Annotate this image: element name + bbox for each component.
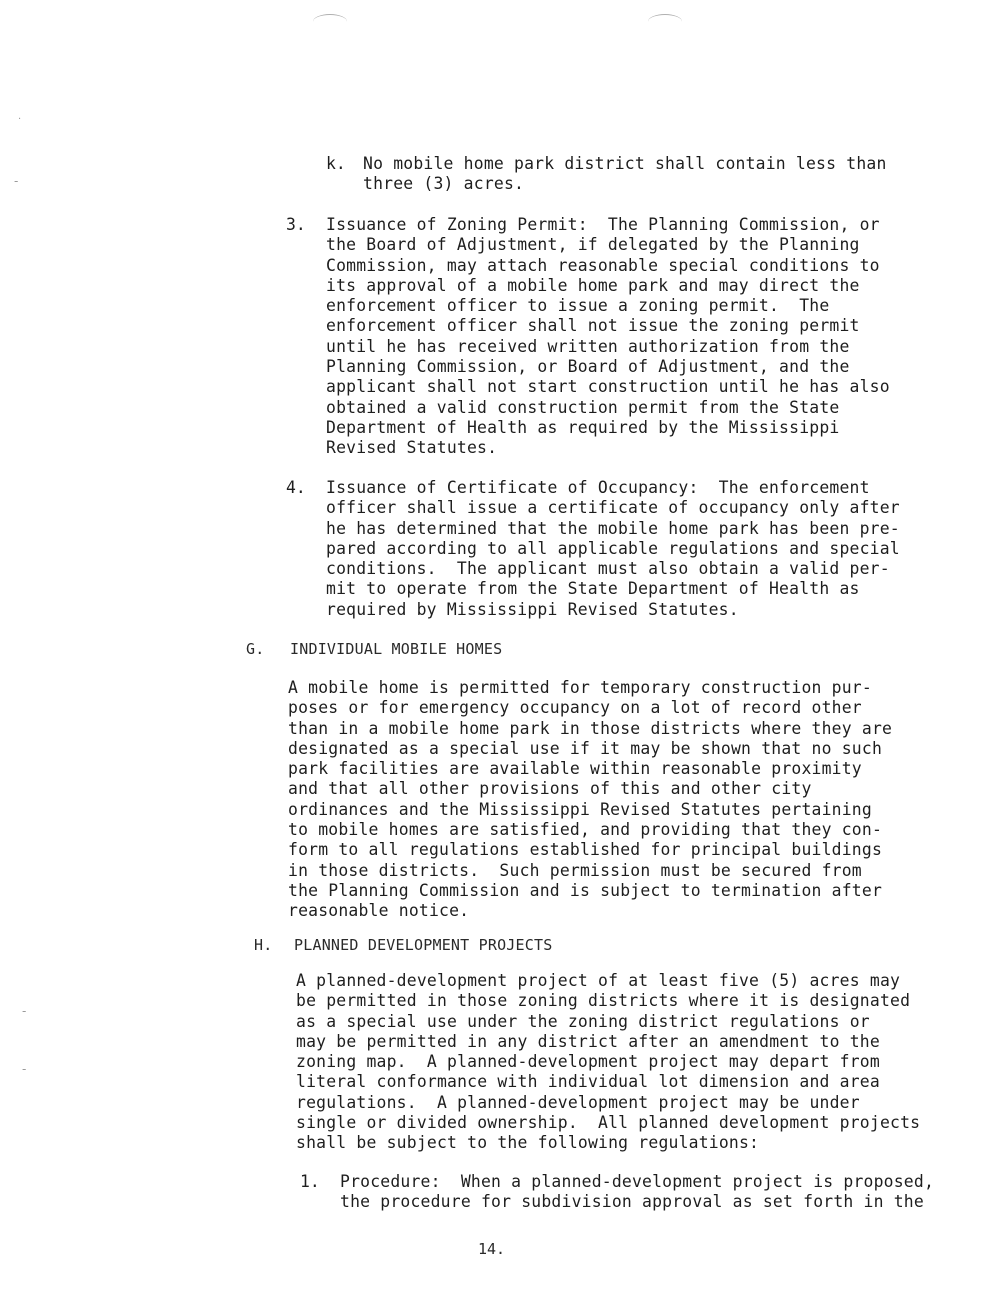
item-k-label: k. [326,154,346,173]
scan-artifact-dash: - [14,174,19,188]
text-line: Department of Health as required by the Mississippi [326,417,840,437]
text-line: as a special use under the zoning district regulations or [296,1011,870,1031]
text-line: Issuance of Zoning Permit: The Planning Commission, or [326,215,880,234]
text-line: obtained a valid construction permit from the State [326,397,840,417]
scan-artifact-arc-left [313,14,347,29]
text-line: three (3) acres. [363,174,525,194]
text-line: in those districts. Such permission must be secured from [288,860,862,880]
section-h-paragraph [296,971,936,1154]
text-line: reasonable notice. [288,901,470,921]
text-line: may be permitted in any district after an amendment to the [296,1031,880,1051]
section-h-letter: H. [254,936,273,954]
item-3-text [326,215,926,459]
text-line: officer shall issue a certificate of occupancy only after [326,498,900,518]
scan-artifact-dash: - [22,1004,27,1018]
text-line: poses or for emergency occupancy on a lot of record other [288,698,862,718]
item-h1-number: 1. [300,1172,320,1191]
text-line: Issuance of Certificate of Occupancy: The enforcement [326,478,870,497]
text-line: form to all regulations established for principal buildings [288,840,883,860]
text-line: zoning map. A planned-development project may depart from [296,1052,880,1072]
scan-artifact-dot: · [18,114,22,125]
text-line: Revised Statutes. [326,438,498,458]
item-h1-text [340,1172,940,1213]
item-3-number: 3. [286,215,306,234]
text-line: required by Mississippi Revised Statutes. [326,599,739,619]
text-line: he has determined that the mobile home park has been pre- [326,518,900,538]
text-line: its approval of a mobile home park and may direct the [326,275,860,295]
text-line: and that all other provisions of this and other city [288,779,812,799]
text-line: A mobile home is permitted for temporary construction pur- [288,678,872,697]
text-line: ordinances and the Mississippi Revised Statutes pertaining [288,799,872,819]
text-line: Planning Commission, or Board of Adjustment, and the [326,357,850,377]
text-line: A planned-development project of at least five (5) acres may [296,971,901,990]
text-line: the Planning Commission and is subject to termination after [288,880,883,900]
scan-artifact-dash: - [22,1062,27,1076]
text-line: No mobile home park district shall contain less than [363,154,887,173]
text-line: enforcement officer to issue a zoning permit. The [326,296,830,316]
text-line: regulations. A planned-development project may be under [296,1092,860,1112]
page-number: 14. [478,1240,506,1258]
text-line: applicant shall not start construction until he has also [326,377,890,397]
section-g-letter: G. [246,640,265,658]
section-h-title: PLANNED DEVELOPMENT PROJECTS [294,936,553,954]
text-line: the procedure for subdivision approval as set forth in the [340,1192,924,1212]
text-line: Commission, may attach reasonable special conditions to [326,255,880,275]
text-line: mit to operate from the State Department of Health as [326,579,860,599]
text-line: until he has received written authorization from the [326,336,850,356]
text-line: designated as a special use if it may be shown that no such [288,738,883,758]
text-line: enforcement officer shall not issue the zoning permit [326,316,860,336]
text-line: Procedure: When a planned-development project is proposed, [340,1172,935,1191]
text-line: to mobile homes are satisfied, and providing that they con- [288,820,883,840]
item-4-number: 4. [286,478,306,497]
section-g-paragraph [288,678,928,922]
text-line: shall be subject to the following regulations: [296,1133,760,1153]
item-4-text [326,478,926,620]
section-g-title: INDIVIDUAL MOBILE HOMES [290,640,503,658]
item-k-text [363,154,923,195]
text-line: single or divided ownership. All planned development projects [296,1113,921,1133]
scan-artifact-arc-right [648,14,682,29]
text-line: literal conformance with individual lot dimension and area [296,1072,880,1092]
text-line: park facilities are available within reasonable proximity [288,759,862,779]
text-line: be permitted in those zoning districts where it is designated [296,991,911,1011]
text-line: pared according to all applicable regulations and special [326,538,900,558]
text-line: than in a mobile home park in those districts where they are [288,718,893,738]
text-line: conditions. The applicant must also obtain a valid per- [326,559,890,579]
text-line: the Board of Adjustment, if delegated by the Planning [326,235,860,255]
